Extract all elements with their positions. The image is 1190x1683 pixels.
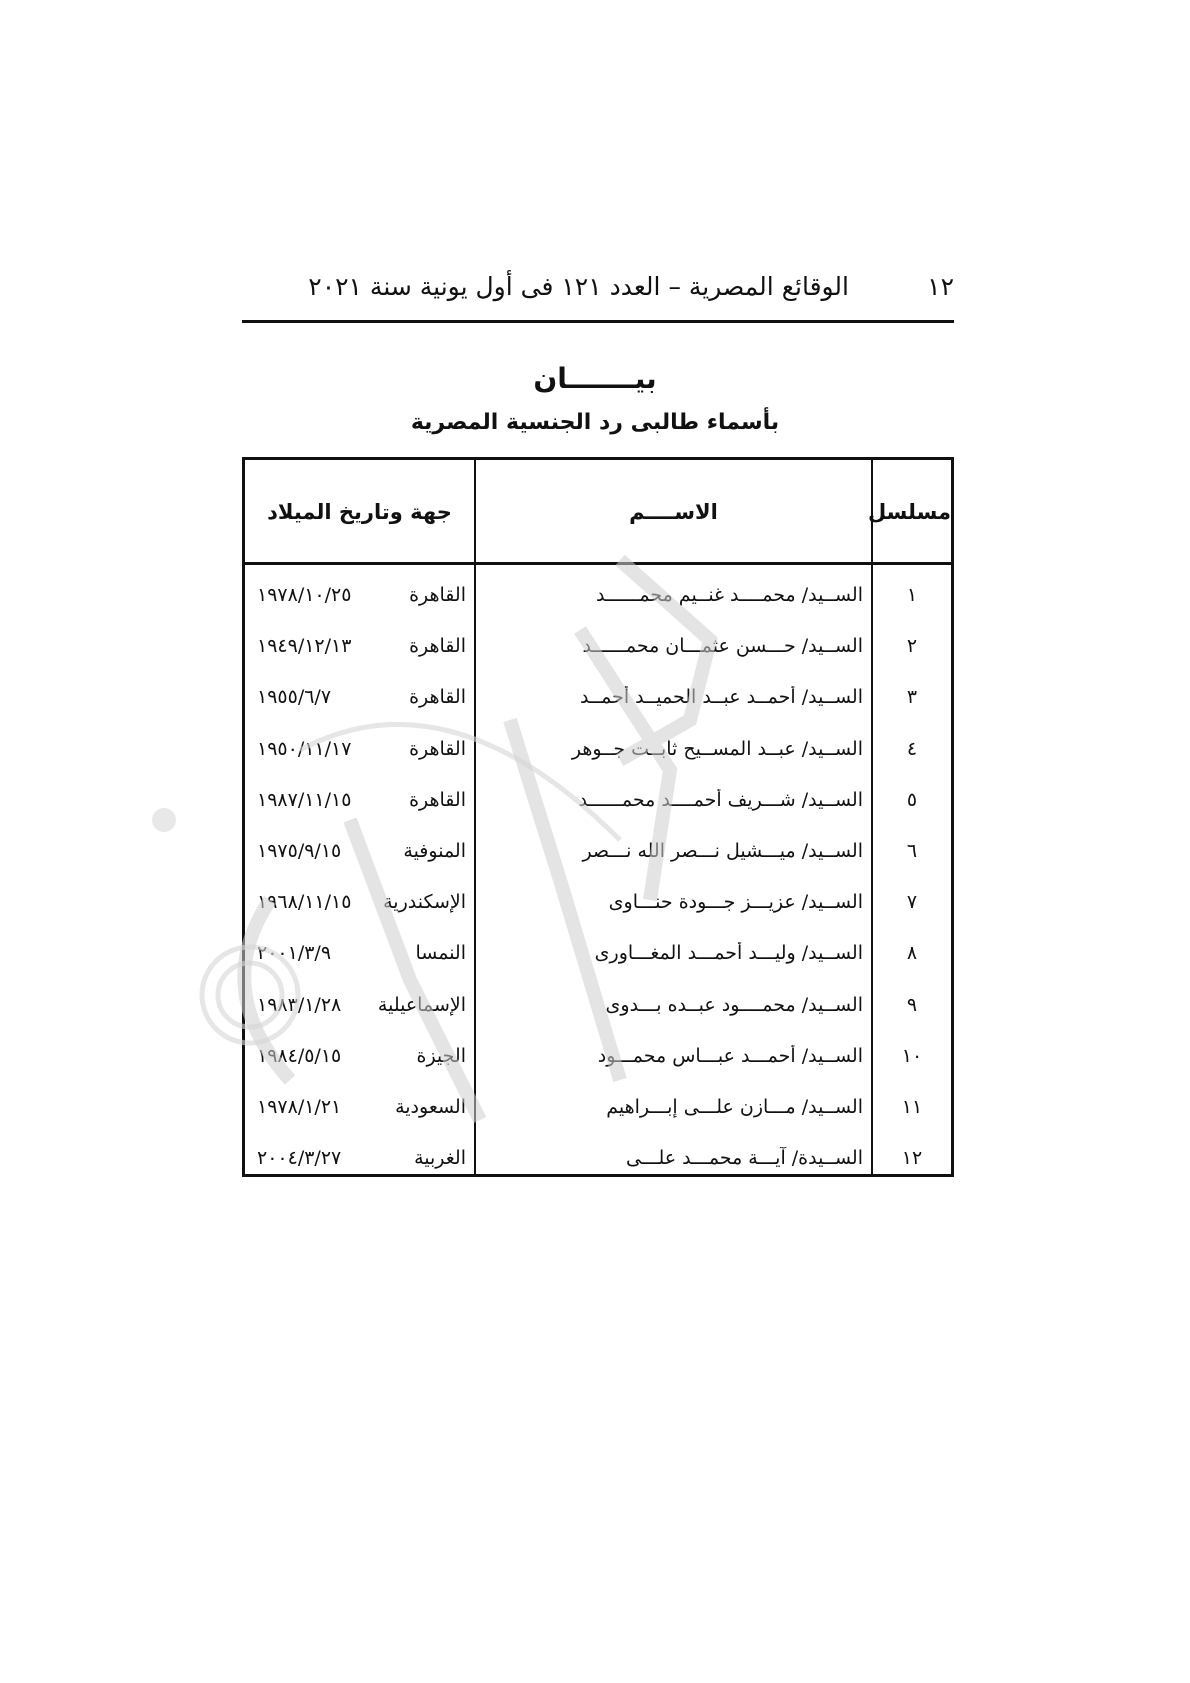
issue-line: الوقائع المصرية – العدد ١٢١ فى أول يونية سنة ٢٠٢١ — [308, 272, 849, 301]
birthdate-cell: ١٩٦٨/١١/١٥ — [257, 891, 352, 914]
birthplace-cell: القاهرة — [409, 788, 466, 811]
table-row — [245, 728, 951, 779]
serial-cell: ٢ — [906, 635, 918, 658]
table-row — [245, 1035, 951, 1086]
serial-cell: ٤ — [906, 737, 918, 760]
serial-cell: ٣ — [906, 686, 918, 709]
applicants-table — [242, 457, 954, 1177]
name-cell: الســيد/ ميـــشيل نـــصر الله نـــصر — [582, 840, 863, 862]
birthdate-cell: ١٩٧٨/١/٢١ — [257, 1096, 342, 1118]
birthplace-cell: السعودية — [395, 1096, 466, 1118]
birthplace-cell: القاهرة — [409, 584, 466, 606]
header-name: الاســــم — [629, 500, 718, 524]
birthdate-cell: ١٩٨٤/٥/١٥ — [257, 1044, 342, 1067]
page-number: ١٢ — [927, 272, 954, 301]
birthdate-cell: ١٩٨٧/١١/١٥ — [257, 788, 352, 811]
name-cell: الســيد/ مـــازن علـــى إبـــراهيم — [606, 1096, 863, 1118]
serial-cell: ٨ — [906, 942, 918, 965]
name-cell: الســيد/ عزيـــز جـــودة حنـــاوى — [608, 891, 863, 914]
serial-cell: ٦ — [906, 840, 918, 862]
table-row — [245, 676, 951, 727]
serial-cell: ١ — [906, 584, 918, 606]
serial-cell: ٧ — [906, 891, 918, 914]
birthplace-cell: الإسكندرية — [383, 891, 466, 914]
header-birth: جهة وتاريخ الميلاد — [267, 500, 452, 524]
birthplace-cell: الجيزة — [416, 1044, 466, 1067]
serial-cell: ١٠ — [901, 1044, 923, 1067]
name-cell: الســيدة/ آيـــة محمـــد علـــى — [625, 1147, 863, 1170]
page-header — [242, 272, 954, 314]
birthplace-cell: القاهرة — [409, 635, 466, 658]
table-row — [245, 625, 951, 676]
table-row — [245, 830, 951, 881]
birthplace-cell: الإسماعيلية — [377, 993, 466, 1016]
serial-cell: ٥ — [906, 788, 918, 811]
table-row — [245, 984, 951, 1035]
table-row — [245, 1137, 951, 1188]
name-cell: الســيد/ شـــريف أحمــــد محمــــــد — [578, 788, 863, 811]
table-row — [245, 932, 951, 983]
birthplace-cell: القاهرة — [409, 686, 466, 709]
birthdate-cell: ٢٠٠١/٣/٩ — [257, 942, 332, 965]
birthdate-cell: ١٩٤٩/١٢/١٣ — [257, 635, 352, 658]
name-cell: الســيد/ أحمــد عبــد الحميــد أحمــد — [580, 686, 863, 709]
table-row — [245, 881, 951, 932]
birthdate-cell: ١٩٥٥/٦/٧ — [257, 686, 332, 709]
birthdate-cell: ١٩٥٠/١١/١٧ — [257, 737, 352, 760]
name-cell: الســيد/ محمــــد غنــيم محمــــــد — [595, 584, 863, 606]
birthplace-cell: القاهرة — [409, 737, 466, 760]
header-rule — [242, 320, 954, 323]
birthplace-cell: الغربية — [414, 1147, 466, 1170]
serial-cell: ١٢ — [901, 1147, 923, 1170]
name-cell: الســيد/ محمــــود عبــده بـــدوى — [605, 993, 863, 1016]
birthplace-cell: النمسا — [415, 942, 466, 965]
table-row — [245, 1086, 951, 1137]
serial-cell: ١١ — [901, 1096, 923, 1118]
name-cell: الســيد/ عبــد المســيح ثابــت جــوهر — [571, 737, 863, 760]
birthdate-cell: ١٩٧٨/١٠/٢٥ — [257, 584, 352, 606]
document-title: بيـــــــان — [533, 362, 657, 395]
header-serial: مسلسل — [867, 500, 951, 524]
birthplace-cell: المنوفية — [403, 840, 466, 862]
name-cell: الســيد/ وليـــد أحمـــد المغـــاورى — [594, 942, 863, 965]
name-cell: الســيد/ أحمـــد عبـــاس محمـــود — [597, 1044, 863, 1067]
table-row — [245, 574, 951, 625]
birthdate-cell: ١٩٧٥/٩/١٥ — [257, 840, 342, 862]
table-row — [245, 779, 951, 830]
serial-cell: ٩ — [906, 993, 918, 1016]
name-cell: الســيد/ حـــسن عثمـــان محمــــــد — [582, 635, 863, 658]
birthdate-cell: ١٩٨٣/١/٢٨ — [257, 993, 342, 1016]
birthdate-cell: ٢٠٠٤/٣/٢٧ — [257, 1147, 342, 1170]
header-divider — [245, 562, 951, 565]
document-subtitle: بأسماء طالبى رد الجنسية المصرية — [410, 410, 780, 435]
